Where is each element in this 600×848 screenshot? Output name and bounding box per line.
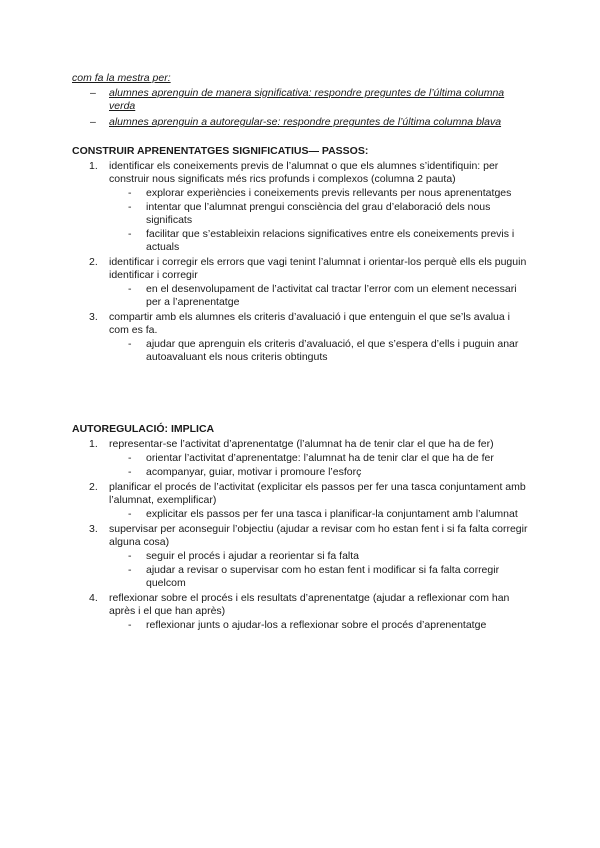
- step-item: [72, 160, 532, 254]
- dash-bullet: -: [128, 201, 132, 213]
- step-text: identificar i corregir els errors que vagi tenint l’alumnat i orientar-los perquè ells els puguin identificar i corregir: [109, 256, 527, 281]
- sub-item-text: reflexionar junts o ajudar-los a reflexionar sobre el procés d’aprenentatge: [146, 619, 487, 631]
- sub-list: [109, 452, 532, 479]
- intro-list: [72, 87, 532, 129]
- sub-item-text: facilitar que s’estableixin relacions significatives entre els coneixements previs i actuals: [146, 228, 515, 253]
- sub-item-text: en el desenvolupament de l’activitat cal tractar l’error com un element necessari per a l’aprenentatge: [146, 283, 517, 308]
- step-item: [72, 592, 532, 632]
- sub-item: [109, 452, 532, 465]
- step-text: representar-se l’activitat d’aprenentatge (l’alumnat ha de tenir clar el que ha de fer): [109, 438, 494, 450]
- sub-item: [109, 508, 532, 521]
- step-item: [72, 311, 532, 364]
- intro-item-text: alumnes aprenguin a autoregular-se: respondre preguntes de l’última columna blava: [109, 116, 502, 128]
- steps-list: [72, 160, 532, 364]
- dash-bullet: -: [128, 338, 132, 350]
- sub-item: [109, 228, 532, 254]
- sub-item-text: explicitar els passos per fer una tasca i planificar-la conjuntament amb l’alumnat: [146, 508, 518, 520]
- dash-bullet: -: [128, 550, 132, 562]
- dash-bullet: -: [128, 508, 132, 520]
- step-text: compartir amb els alumnes els criteris d’avaluació i que entenguin el que se’ls avalua i com es fa.: [109, 311, 510, 336]
- section-autoregulacio: [72, 423, 532, 634]
- step-number: 2.: [89, 256, 98, 268]
- step-item: [72, 438, 532, 479]
- step-item: [72, 256, 532, 309]
- section-construir: [72, 145, 532, 366]
- step-text: supervisar per aconseguir l’objectiu (ajudar a revisar com ho estan fent i si fa falta corregir alguna cosa): [109, 523, 528, 548]
- intro-list-item: [72, 116, 532, 129]
- sub-item-text: ajudar a revisar o supervisar com ho estan fent i modificar si fa falta corregir quelcom: [146, 564, 500, 589]
- sub-item-text: orientar l’activitat d’aprenentatge: l’alumnat ha de tenir clar el que ha de fer: [146, 452, 494, 464]
- step-item: [72, 481, 532, 521]
- step-number: 1.: [89, 438, 98, 450]
- sub-list: [109, 283, 532, 309]
- sub-item-text: intentar que l’alumnat prengui consciència del grau d’elaboració dels nous significats: [146, 201, 491, 226]
- sub-item: [109, 550, 532, 563]
- step-text: planificar el procés de l’activitat (explicitar els passos per fer una tasca conjuntament amb l’alumnat, exemplificar): [109, 481, 526, 506]
- sub-list: [109, 338, 532, 364]
- dash-bullet: –: [90, 87, 96, 99]
- step-item: [72, 523, 532, 590]
- step-number: 1.: [89, 160, 98, 172]
- dash-bullet: -: [128, 564, 132, 576]
- intro-line: com fa la mestra per:: [72, 72, 171, 84]
- dash-bullet: -: [128, 466, 132, 478]
- sub-item-text: ajudar que aprenguin els criteris d’avaluació, el que s’espera d’ells i puguin anar autoavaluant els nous criteris obtinguts: [146, 338, 519, 363]
- sub-list: [109, 187, 532, 254]
- sub-item: [109, 619, 532, 632]
- sub-item-text: explorar experiències i coneixements previs rellevants per nous aprenentatges: [146, 187, 512, 199]
- sub-list: [109, 550, 532, 590]
- dash-bullet: -: [128, 228, 132, 240]
- sub-list: [109, 619, 532, 632]
- step-number: 2.: [89, 481, 98, 493]
- steps-list: [72, 438, 532, 632]
- dash-bullet: –: [90, 116, 96, 128]
- intro-list-item: [72, 87, 532, 113]
- section-heading: CONSTRUIR APRENENTATGES SIGNIFICATIUS— PASSOS:: [72, 145, 369, 157]
- intro-item-text: alumnes aprenguin de manera significativa: respondre preguntes de l’última columna verda: [109, 87, 505, 112]
- step-text: reflexionar sobre el procés i els resultats d’aprenentatge (ajudar a reflexionar com han après i el que han après): [109, 592, 510, 617]
- sub-list: [109, 508, 532, 521]
- sub-item: [109, 283, 532, 309]
- step-number: 4.: [89, 592, 98, 604]
- dash-bullet: -: [128, 452, 132, 464]
- intro-block: [72, 72, 532, 132]
- dash-bullet: -: [128, 283, 132, 295]
- step-text: identificar els coneixements previs de l’alumnat o que els alumnes s’identifiquin: per construir nous significats més rics profunds i complexos (columna 2 pauta): [109, 160, 499, 185]
- sub-item: [109, 187, 532, 200]
- sub-item-text: seguir el procés i ajudar a reorientar si fa falta: [146, 550, 360, 562]
- sub-item: [109, 201, 532, 227]
- dash-bullet: -: [128, 619, 132, 631]
- sub-item: [109, 338, 532, 364]
- step-number: 3.: [89, 311, 98, 323]
- sub-item: [109, 564, 532, 590]
- dash-bullet: -: [128, 187, 132, 199]
- section-heading: AUTOREGULACIÓ: IMPLICA: [72, 423, 215, 435]
- sub-item-text: acompanyar, guiar, motivar i promoure l’esforç: [146, 466, 362, 478]
- step-number: 3.: [89, 523, 98, 535]
- sub-item: [109, 466, 532, 479]
